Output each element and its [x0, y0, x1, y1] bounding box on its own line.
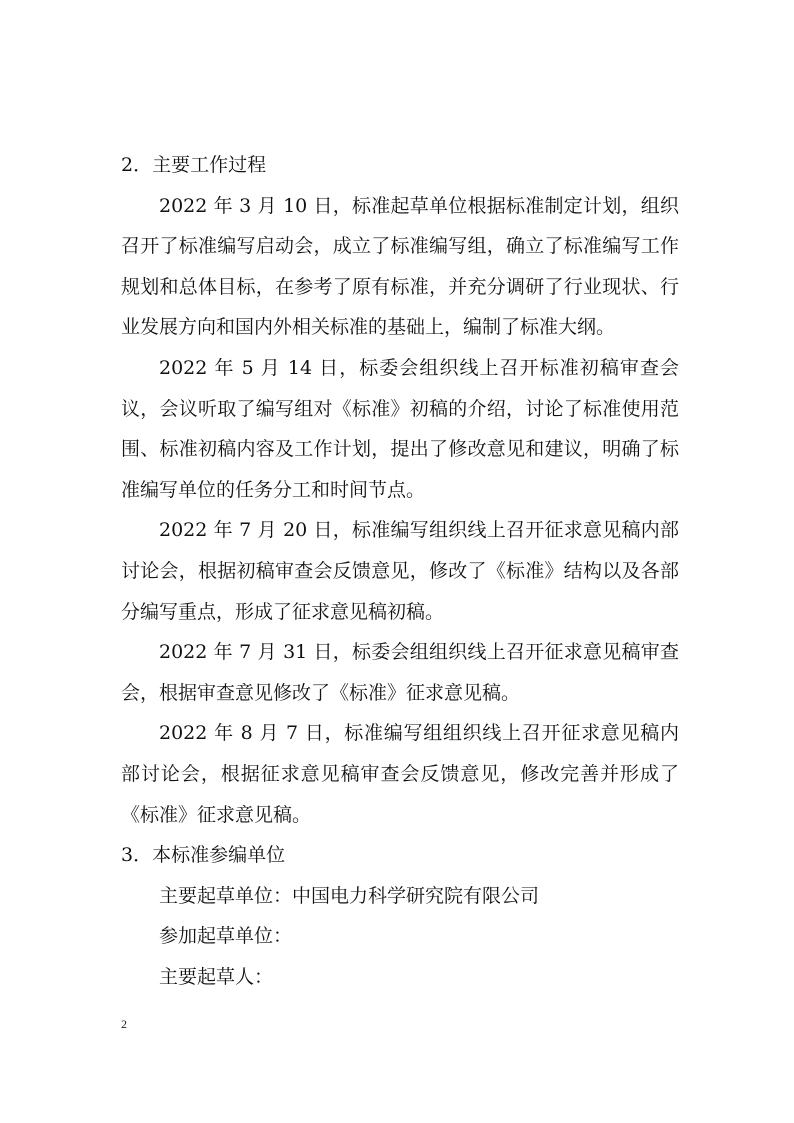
- page-number: 2: [121, 1017, 127, 1031]
- paragraph-internal-discussion-aug-7: 2022 年 8 月 7 日，标准编写组组织线上召开征求意见稿内部讨论会，根据征求意见稿审查会反馈意见，修改完善并形成了《标准》征求意见稿。: [121, 722, 679, 826]
- section-heading-work-process: 2．主要工作过程: [121, 154, 267, 176]
- main-drafting-unit: 主要起草单位：中国电力科学研究院有限公司: [159, 884, 540, 907]
- paragraph-kickoff-meeting: 2022 年 3 月 10 日，标准起草单位根据标准制定计划，组织召开了标准编写启动会，成立了标准编写组，确立了标准编写工作规划和总体目标，在参考了原有标准，并充分调研了行业现状、行业发展方向和国内外相关标准的基础上，编制了标准大纲。: [121, 194, 679, 339]
- main-drafters: 主要起草人：: [159, 965, 274, 988]
- document-body: [121, 145, 679, 997]
- section-heading-participating-units: 3．本标准参编单位: [121, 844, 286, 867]
- paragraph-internal-discussion-july-20: 2022 年 7 月 20 日，标准编写组织线上召开征求意见稿内部讨论会，根据初稿审查会反馈意见，修改了《标准》结构以及各部分编写重点，形成了征求意见稿初稿。: [121, 519, 679, 623]
- participating-drafting-units: 参加起草单位：: [159, 925, 293, 948]
- paragraph-review-july-31: 2022 年 7 月 31 日，标委会组组织线上召开征求意见稿审查会，根据审查意见修改了《标准》征求意见稿。: [121, 641, 679, 704]
- paragraph-draft-review: 2022 年 5 月 14 日，标委会组织线上召开标准初稿审查会议，会议听取了编写组对《标准》初稿的介绍，讨论了标准使用范围、标准初稿内容及工作计划，提出了修改意见和建议，明确了标准编写单位的任务分工和时间节点。: [121, 356, 679, 501]
